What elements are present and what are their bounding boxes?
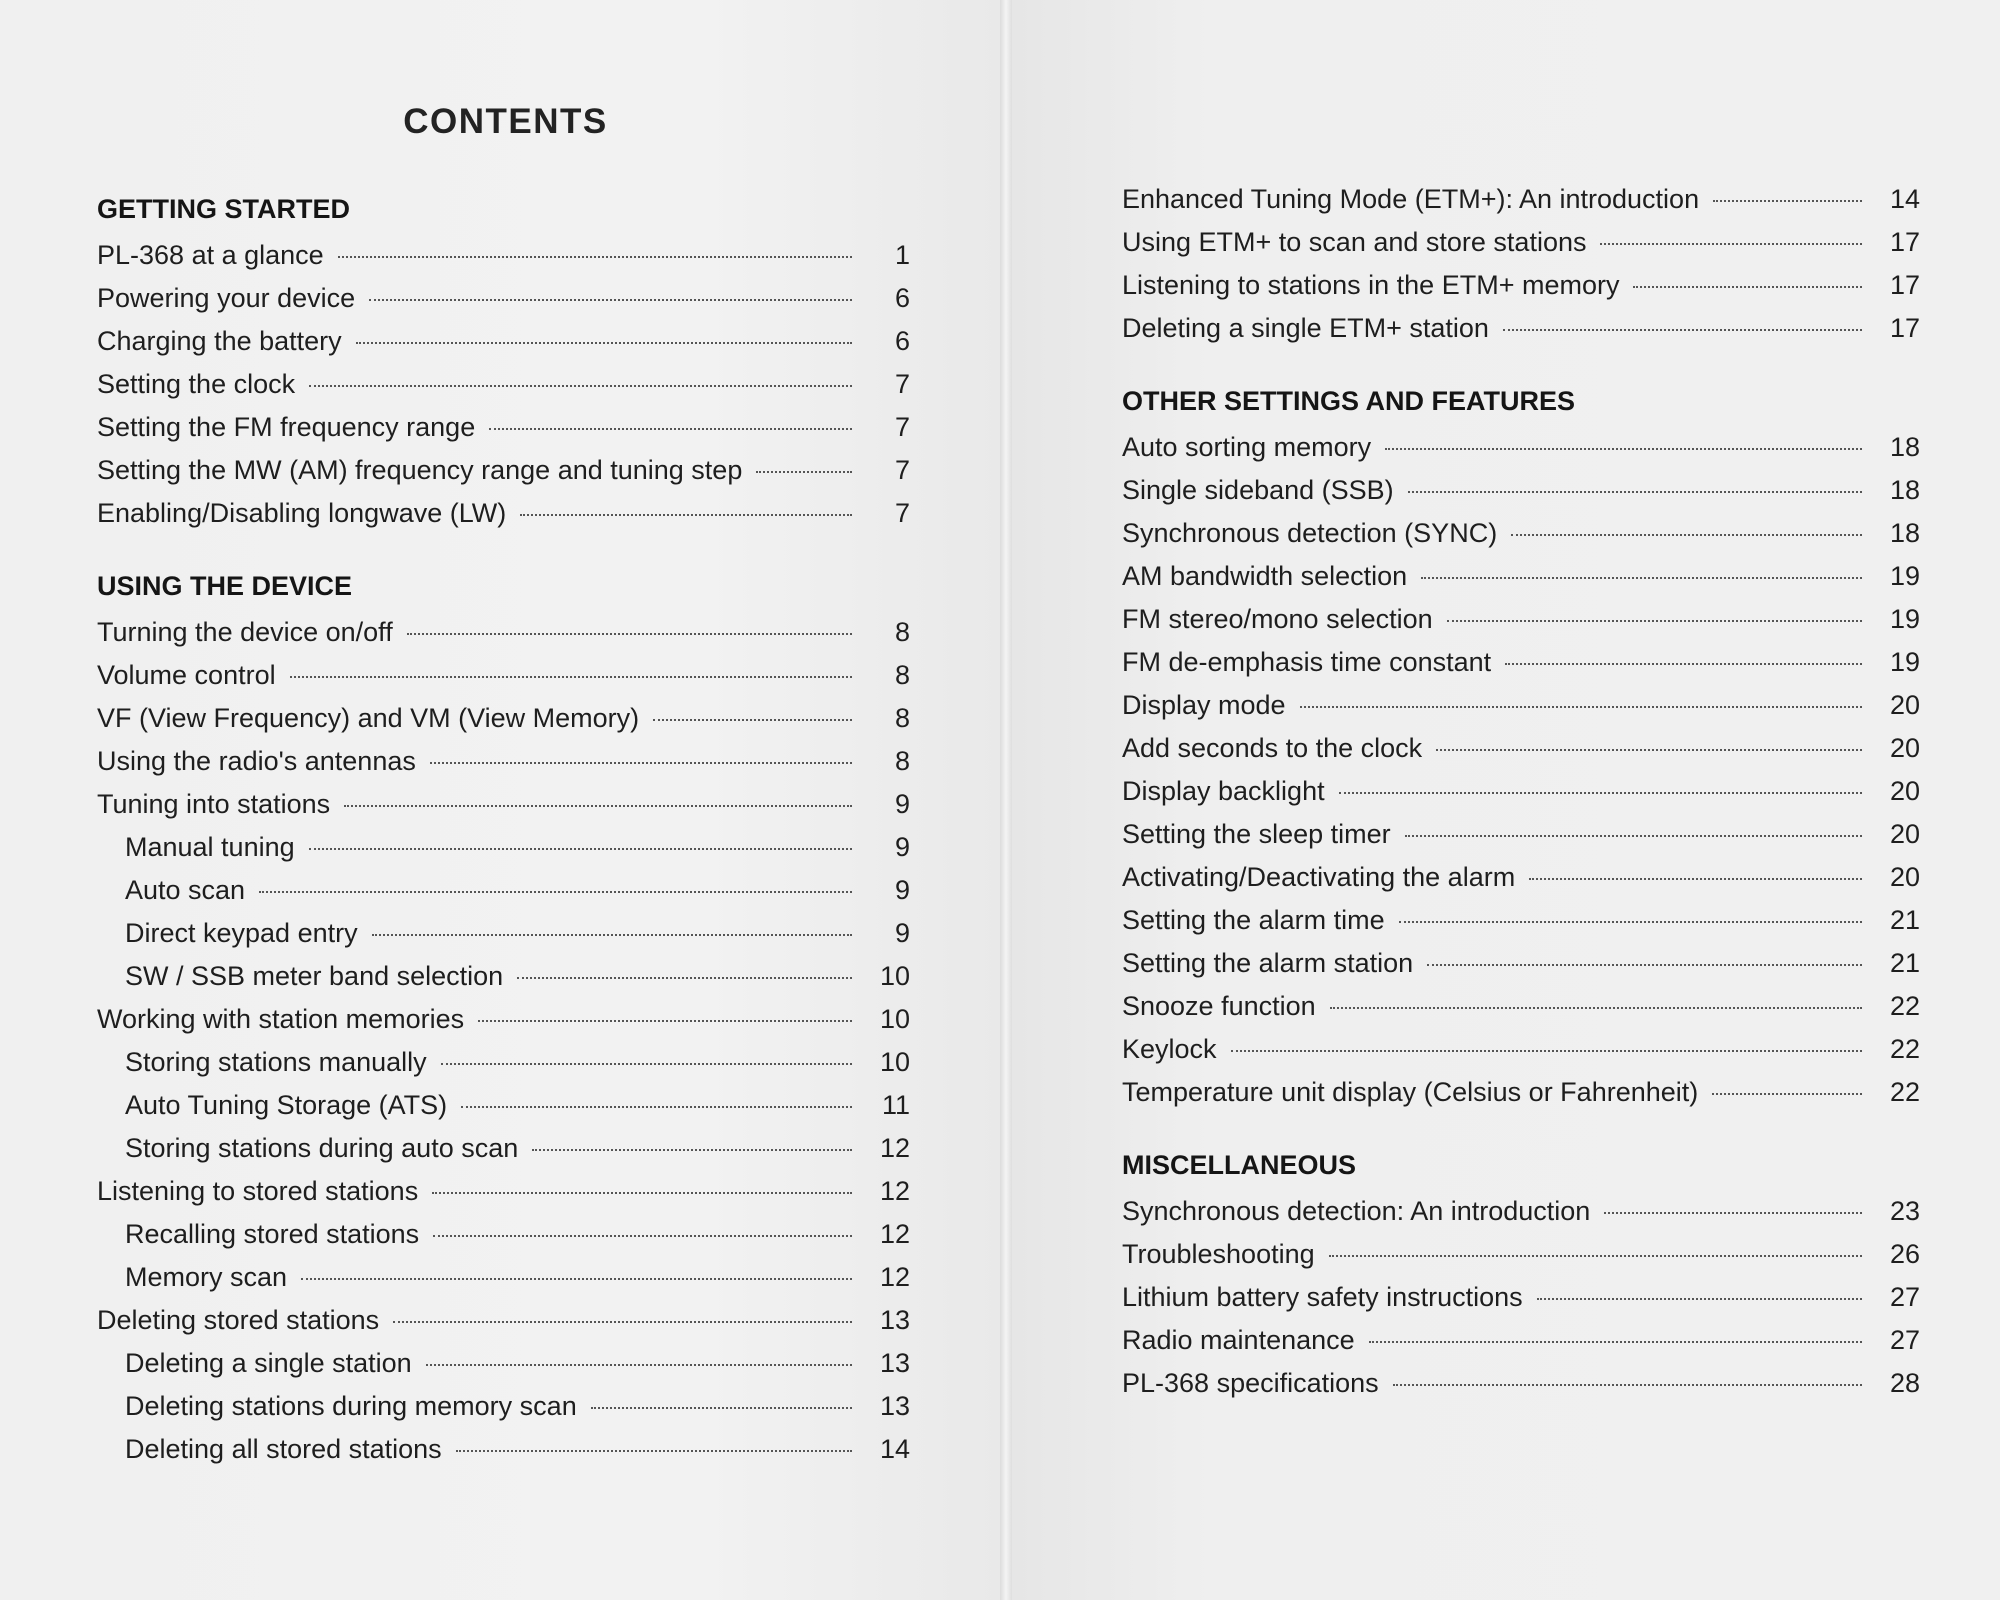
toc-entry-label: Synchronous detection: An introduction xyxy=(1122,1196,1591,1226)
dot-leader xyxy=(489,428,852,430)
toc-entry xyxy=(1122,555,1920,598)
toc-entry-label: Display backlight xyxy=(1122,776,1325,806)
toc-entry xyxy=(1122,641,1920,684)
toc-entry xyxy=(1122,1028,1920,1071)
toc-page-number: 17 xyxy=(1889,227,1920,257)
toc-entry-label: Using the radio's antennas xyxy=(97,746,416,776)
toc-entry xyxy=(1122,770,1920,813)
toc-entry xyxy=(97,869,910,912)
dot-leader xyxy=(309,848,852,850)
toc-entry xyxy=(97,826,910,869)
dot-leader xyxy=(1511,534,1862,536)
toc-entry xyxy=(1122,1071,1920,1114)
toc-page-number: 14 xyxy=(1889,184,1920,214)
toc-page-number: 18 xyxy=(1889,518,1920,548)
toc-entry xyxy=(1122,426,1920,469)
toc-entry-label: Setting the alarm station xyxy=(1122,948,1414,978)
toc-entry xyxy=(1122,178,1920,221)
toc-entry-label: Temperature unit display (Celsius or Fahrenheit) xyxy=(1122,1077,1699,1107)
right-toc xyxy=(1122,178,1920,1405)
toc-page-number: 7 xyxy=(894,455,910,485)
toc-entry-label: Auto sorting memory xyxy=(1122,432,1372,462)
toc-entry xyxy=(97,1385,910,1428)
toc-page-number: 12 xyxy=(879,1176,910,1206)
section-heading: USING THE DEVICE xyxy=(97,571,353,601)
toc-page-number: 13 xyxy=(879,1391,910,1421)
dot-leader xyxy=(1529,878,1862,880)
dot-leader xyxy=(1300,706,1862,708)
dot-leader xyxy=(1604,1212,1862,1214)
toc-page-number: 6 xyxy=(894,283,910,313)
toc-entry xyxy=(97,1213,910,1256)
toc-entry-label: Activating/Deactivating the alarm xyxy=(1122,862,1516,892)
toc-entry xyxy=(97,492,910,535)
toc-entry-label: Deleting stations during memory scan xyxy=(125,1391,577,1421)
toc-entry xyxy=(1122,727,1920,770)
dot-leader xyxy=(591,1407,852,1409)
toc-entry xyxy=(97,654,910,697)
toc-entry xyxy=(97,1041,910,1084)
toc-page-number: 22 xyxy=(1889,1077,1920,1107)
dot-leader xyxy=(478,1020,852,1022)
toc-entry xyxy=(1122,1276,1920,1319)
toc-entry xyxy=(1122,1319,1920,1362)
dot-leader xyxy=(756,471,852,473)
dot-leader xyxy=(1633,286,1862,288)
toc-entry xyxy=(1122,264,1920,307)
toc-page-number: 22 xyxy=(1889,991,1920,1021)
toc-entry xyxy=(97,406,910,449)
dot-leader xyxy=(653,719,852,721)
toc-page-number: 28 xyxy=(1889,1368,1920,1398)
dot-leader xyxy=(1447,620,1862,622)
toc-page-number: 19 xyxy=(1889,561,1920,591)
toc-entry-label: Setting the MW (AM) frequency range and tuning step xyxy=(97,455,743,485)
dot-leader xyxy=(407,633,852,635)
toc-entry-label: SW / SSB meter band selection xyxy=(125,961,504,991)
dot-leader xyxy=(1421,577,1862,579)
dot-leader xyxy=(301,1278,852,1280)
toc-section xyxy=(1122,178,1920,350)
dot-leader xyxy=(430,762,852,764)
toc-section xyxy=(1122,1148,1920,1405)
dot-leader xyxy=(1537,1298,1862,1300)
toc-entry xyxy=(97,1342,910,1385)
toc-entry-label: Single sideband (SSB) xyxy=(1122,475,1394,505)
toc-entry-label: Setting the clock xyxy=(97,369,296,399)
toc-entry xyxy=(1122,307,1920,350)
dot-leader xyxy=(433,1235,852,1237)
toc-entry-label: Manual tuning xyxy=(125,832,295,862)
toc-entry xyxy=(97,1084,910,1127)
toc-entry-label: Snooze function xyxy=(1122,991,1316,1021)
toc-entry-label: Troubleshooting xyxy=(1122,1239,1315,1269)
toc-page-number: 13 xyxy=(879,1348,910,1378)
toc-page-number: 18 xyxy=(1889,432,1920,462)
toc-entry-label: Auto Tuning Storage (ATS) xyxy=(125,1090,448,1120)
toc-entry-label: Lithium battery safety instructions xyxy=(1122,1282,1523,1312)
dot-leader xyxy=(1231,1050,1862,1052)
toc-entry-label: Memory scan xyxy=(125,1262,288,1292)
toc-page-number: 8 xyxy=(894,660,910,690)
contents-title: CONTENTS xyxy=(403,102,608,141)
book-gutter xyxy=(1000,0,1012,1600)
dot-leader xyxy=(1505,663,1862,665)
toc-entry-label: Storing stations during auto scan xyxy=(125,1133,519,1163)
toc-entry-label: Volume control xyxy=(97,660,276,690)
dot-leader xyxy=(290,676,852,678)
dot-leader xyxy=(1393,1384,1862,1386)
toc-entry xyxy=(97,320,910,363)
toc-page-number: 6 xyxy=(894,326,910,356)
toc-entry-label: Setting the alarm time xyxy=(1122,905,1385,935)
toc-entry xyxy=(97,1127,910,1170)
toc-entry-label: FM de-emphasis time constant xyxy=(1122,647,1492,677)
toc-page-number: 23 xyxy=(1889,1196,1920,1226)
toc-entry-label: Deleting a single station xyxy=(125,1348,412,1378)
toc-page-number: 17 xyxy=(1889,313,1920,343)
toc-entry-label: Deleting all stored stations xyxy=(125,1434,442,1464)
section-heading: MISCELLANEOUS xyxy=(1122,1150,1357,1180)
toc-section xyxy=(97,192,910,535)
dot-leader xyxy=(1369,1341,1862,1343)
dot-leader xyxy=(259,891,852,893)
toc-entry xyxy=(97,783,910,826)
toc-entry-label: Charging the battery xyxy=(97,326,342,356)
dot-leader xyxy=(372,934,852,936)
dot-leader xyxy=(1385,448,1862,450)
toc-section xyxy=(97,569,910,1471)
right-page xyxy=(1012,0,2000,1600)
toc-entry xyxy=(97,611,910,654)
toc-page-number: 10 xyxy=(879,1004,910,1034)
dot-leader xyxy=(1330,1007,1862,1009)
toc-page-number: 10 xyxy=(879,1047,910,1077)
toc-page-number: 9 xyxy=(894,875,910,905)
toc-page-number: 22 xyxy=(1889,1034,1920,1064)
toc-entry-label: AM bandwidth selection xyxy=(1122,561,1408,591)
toc-entry xyxy=(97,1428,910,1471)
toc-entry xyxy=(97,277,910,320)
dot-leader xyxy=(369,299,852,301)
toc-entry xyxy=(97,697,910,740)
toc-page-number: 9 xyxy=(894,789,910,819)
dot-leader xyxy=(356,342,852,344)
dot-leader xyxy=(426,1364,852,1366)
dot-leader xyxy=(1427,964,1862,966)
dot-leader xyxy=(1713,200,1862,202)
toc-page-number: 27 xyxy=(1889,1325,1920,1355)
toc-entry xyxy=(1122,684,1920,727)
toc-entry xyxy=(97,912,910,955)
toc-page-number: 26 xyxy=(1889,1239,1920,1269)
toc-entry-label: Add seconds to the clock xyxy=(1122,733,1423,763)
toc-entry xyxy=(97,955,910,998)
toc-entry-label: Radio maintenance xyxy=(1122,1325,1355,1355)
dot-leader xyxy=(441,1063,852,1065)
toc-page-number: 1 xyxy=(894,240,910,270)
toc-entry-label: Keylock xyxy=(1122,1034,1217,1064)
toc-entry-label: Turning the device on/off xyxy=(97,617,393,647)
toc-entry-label: Deleting a single ETM+ station xyxy=(1122,313,1489,343)
toc-page-number: 27 xyxy=(1889,1282,1920,1312)
toc-entry xyxy=(97,449,910,492)
toc-page-number: 7 xyxy=(894,369,910,399)
dot-leader xyxy=(1503,329,1862,331)
dot-leader xyxy=(1712,1093,1862,1095)
dot-leader xyxy=(461,1106,852,1108)
toc-page-number: 12 xyxy=(879,1262,910,1292)
toc-entry xyxy=(97,1299,910,1342)
dot-leader xyxy=(432,1192,852,1194)
toc-entry-label: PL-368 at a glance xyxy=(97,240,324,270)
toc-entry-label: Powering your device xyxy=(97,283,356,313)
toc-section xyxy=(1122,384,1920,1114)
dot-leader xyxy=(344,805,852,807)
toc-page-number: 17 xyxy=(1889,270,1920,300)
toc-page-number: 13 xyxy=(879,1305,910,1335)
dot-leader xyxy=(1329,1255,1862,1257)
toc-page-number: 8 xyxy=(894,617,910,647)
toc-entry-label: Enhanced Tuning Mode (ETM+): An introduction xyxy=(1122,184,1700,214)
toc-entry-label: Tuning into stations xyxy=(97,789,331,819)
section-heading: GETTING STARTED xyxy=(97,194,350,224)
toc-entry-label: FM stereo/mono selection xyxy=(1122,604,1433,634)
toc-entry xyxy=(1122,813,1920,856)
toc-page-number: 9 xyxy=(894,918,910,948)
toc-page-number: 14 xyxy=(879,1434,910,1464)
toc-entry-label: Deleting stored stations xyxy=(97,1305,380,1335)
toc-entry xyxy=(97,998,910,1041)
toc-page-number: 21 xyxy=(1889,905,1920,935)
section-heading: OTHER SETTINGS AND FEATURES xyxy=(1122,386,1576,416)
toc-entry xyxy=(97,740,910,783)
toc-entry xyxy=(1122,856,1920,899)
dot-leader xyxy=(1600,243,1862,245)
toc-page-number: 10 xyxy=(879,961,910,991)
toc-entry-label: Setting the sleep timer xyxy=(1122,819,1391,849)
dot-leader xyxy=(520,514,852,516)
toc-page-number: 7 xyxy=(894,498,910,528)
toc-page-number: 20 xyxy=(1889,819,1920,849)
toc-entry-label: Recalling stored stations xyxy=(125,1219,420,1249)
toc-page-number: 12 xyxy=(879,1133,910,1163)
toc-entry-label: PL-368 specifications xyxy=(1122,1368,1379,1398)
toc-page-number: 19 xyxy=(1889,647,1920,677)
toc-entry xyxy=(1122,512,1920,555)
toc-entry-label: VF (View Frequency) and VM (View Memory) xyxy=(97,703,640,733)
toc-page-number: 8 xyxy=(894,746,910,776)
toc-page-number: 18 xyxy=(1889,475,1920,505)
toc-entry xyxy=(1122,1190,1920,1233)
toc-entry xyxy=(1122,985,1920,1028)
toc-entry-label: Direct keypad entry xyxy=(125,918,358,948)
toc-entry-label: Listening to stations in the ETM+ memory xyxy=(1122,270,1620,300)
dot-leader xyxy=(517,977,852,979)
toc-entry-label: Listening to stored stations xyxy=(97,1176,419,1206)
toc-page-number: 8 xyxy=(894,703,910,733)
dot-leader xyxy=(393,1321,852,1323)
toc-page-number: 12 xyxy=(879,1219,910,1249)
dot-leader xyxy=(532,1149,852,1151)
dot-leader xyxy=(1408,491,1862,493)
toc-entry xyxy=(1122,598,1920,641)
dot-leader xyxy=(309,385,852,387)
toc-entry-label: Auto scan xyxy=(125,875,246,905)
dot-leader xyxy=(456,1450,852,1452)
toc-entry-label: Enabling/Disabling longwave (LW) xyxy=(97,498,507,528)
toc-page-number: 11 xyxy=(881,1090,910,1120)
dot-leader xyxy=(1339,792,1862,794)
toc-entry xyxy=(1122,899,1920,942)
toc-entry xyxy=(97,234,910,277)
dot-leader xyxy=(1399,921,1862,923)
toc-entry-label: Working with station memories xyxy=(97,1004,465,1034)
toc-entry xyxy=(1122,469,1920,512)
toc-page-number: 20 xyxy=(1889,862,1920,892)
toc-entry xyxy=(1122,221,1920,264)
toc-page-number: 7 xyxy=(894,412,910,442)
toc-entry xyxy=(1122,1362,1920,1405)
toc-page-number: 21 xyxy=(1889,948,1920,978)
dot-leader xyxy=(1405,835,1862,837)
toc-page-number: 20 xyxy=(1889,776,1920,806)
dot-leader xyxy=(1436,749,1862,751)
toc-entry xyxy=(97,1256,910,1299)
toc-entry-label: Using ETM+ to scan and store stations xyxy=(1122,227,1587,257)
toc-page-number: 19 xyxy=(1889,604,1920,634)
toc-page-number: 20 xyxy=(1889,690,1920,720)
toc-entry xyxy=(97,1170,910,1213)
left-toc xyxy=(97,192,910,1471)
toc-page-number: 20 xyxy=(1889,733,1920,763)
toc-entry-label: Storing stations manually xyxy=(125,1047,427,1077)
toc-entry xyxy=(1122,942,1920,985)
toc-entry xyxy=(1122,1233,1920,1276)
toc-entry-label: Synchronous detection (SYNC) xyxy=(1122,518,1498,548)
toc-entry-label: Display mode xyxy=(1122,690,1286,720)
dot-leader xyxy=(338,256,852,258)
toc-entry-label: Setting the FM frequency range xyxy=(97,412,476,442)
toc-entry xyxy=(97,363,910,406)
toc-page-number: 9 xyxy=(894,832,910,862)
